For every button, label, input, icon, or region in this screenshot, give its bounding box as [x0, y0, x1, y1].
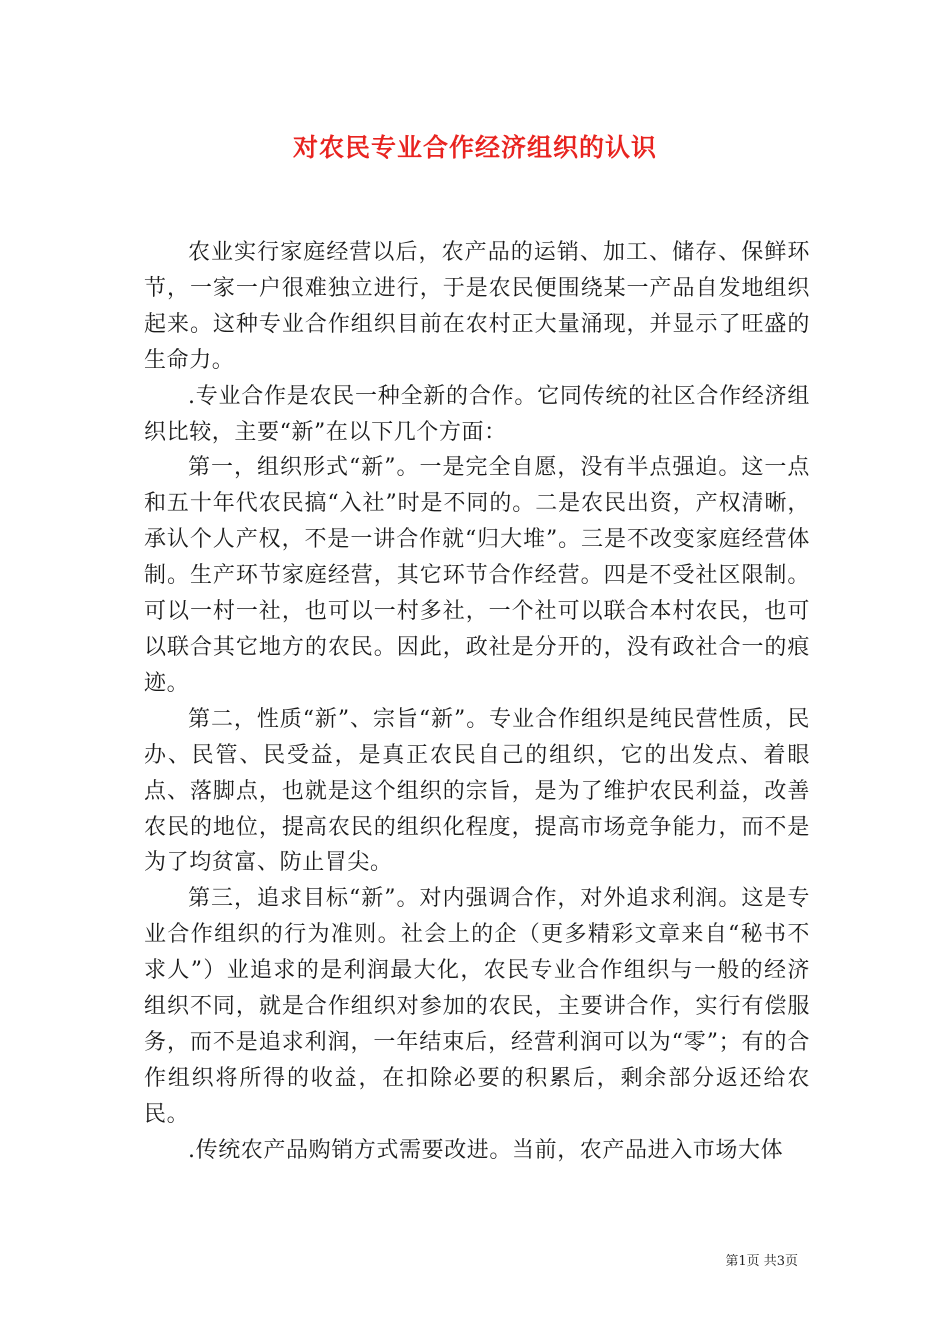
document-body — [144, 235, 810, 1169]
document-title: 对农民专业合作经济组织的认识 — [292, 133, 657, 162]
paragraph-section-1: .专业合作是农民一种全新的合作。它同传统的社区合作经济组织比较，主要“新”在以下几个方面： — [144, 383, 810, 445]
paragraph-intro: 农业实行家庭经营以后，农产品的运销、加工、储存、保鲜环节，一家一户很难独立进行，于是农民便围绕某一产品自发地组织起来。这种专业合作组织目前在农村正大量涌现，并显示了旺盛的生命力。 — [144, 240, 810, 373]
paragraph-first-point: 第一，组织形式“新”。一是完全自愿，没有半点强迫。这一点和五十年代农民搞“入社”时是不同的。二是农民出资，产权清晰，承认个人产权，不是一讲合作就“归大堆”。三是不改变家庭经营体制。生产环节家庭经营，其它环节合作经营。四是不受社区限制。可以一村一社，也可以一村多社，一个社可以联合本村农民，也可以联合其它地方的农民。因此，政社是分开的，没有政社合一的痕迹。 — [144, 455, 810, 696]
page-number: 第1页 共3页 — [725, 1254, 798, 1269]
paragraph-section-2: .传统农产品购销方式需要改进。当前，农产品进入市场大体 — [188, 1137, 784, 1163]
paragraph-second-point: 第二，性质“新”、宗旨“新”。专业合作组织是纯民营性质，民办、民管、民受益，是真正农民自己的组织，它的出发点、着眼点、落脚点，也就是这个组织的宗旨，是为了维护农民利益，改善农民的地位，提高农民的组织化程度，提高市场竞争能力，而不是为了均贫富、防止冒尖。 — [144, 706, 810, 876]
paragraph-third-point: 第三，追求目标“新”。对内强调合作，对外追求利润。这是专业合作组织的行为准则。社会上的企（更多精彩文章来自“秘书不求人”）业追求的是利润最大化，农民专业合作组织与一般的经济组织不同，就是合作组织对参加的农民，主要讲合作，实行有偿服务，而不是追求利润，一年结束后，经营利润可以为“零”；有的合作组织将所得的收益，在扣除必要的积累后，剩余部分返还给农民。 — [144, 886, 810, 1127]
